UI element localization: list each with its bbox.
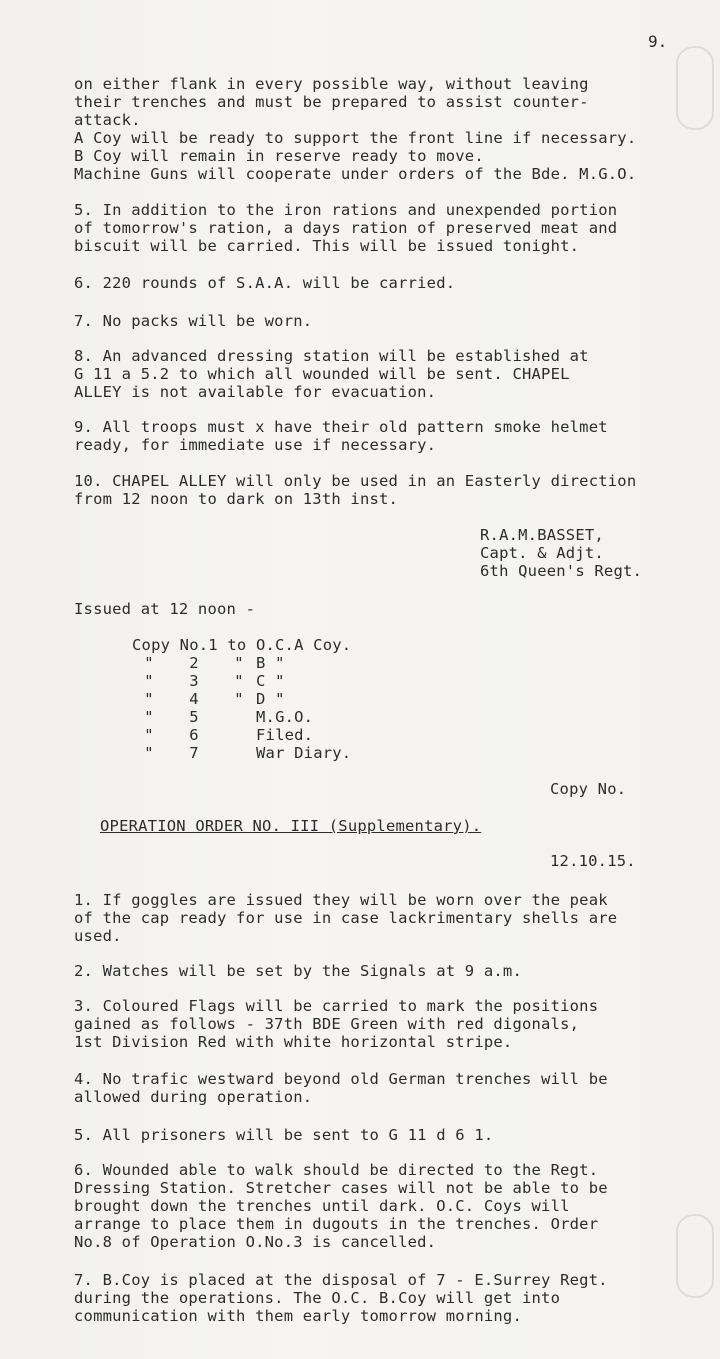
text-line: biscuit will be carried. This will be issued tonight. bbox=[74, 237, 580, 255]
copy-number: 1 bbox=[208, 636, 218, 654]
order-line: Dressing Station. Stretcher cases will not be able to be bbox=[74, 1179, 608, 1197]
copy-number: 6 bbox=[189, 726, 199, 744]
copy-number: 2 bbox=[189, 654, 199, 672]
copy-row bbox=[132, 744, 351, 762]
signature-unit: 6th Queen's Regt. bbox=[480, 562, 643, 580]
order-line: communication with them early tomorrow morning. bbox=[74, 1307, 522, 1325]
copy-recipient: D " bbox=[256, 690, 285, 708]
order-line: of the cap ready for use in case lackrimentary shells are bbox=[74, 909, 618, 927]
copy-recipient: Filed. bbox=[256, 726, 314, 744]
copy-recipient: M.G.O. bbox=[256, 708, 314, 726]
text-line: attack. bbox=[74, 111, 141, 129]
order-line: 1st Division Red with white horizontal stripe. bbox=[74, 1033, 513, 1051]
copy-recipient: C " bbox=[256, 672, 285, 690]
copy-row bbox=[132, 672, 285, 690]
copy-row bbox=[132, 654, 285, 672]
copy-recipient: A Coy. bbox=[294, 636, 352, 654]
ditto-mark: " bbox=[234, 690, 244, 708]
copy-row bbox=[132, 708, 313, 726]
text-line: ALLEY is not available for evacuation. bbox=[74, 383, 437, 401]
copy-number: 4 bbox=[189, 690, 199, 708]
order-line: 6. Wounded able to walk should be directed to the Regt. bbox=[74, 1161, 599, 1179]
copy-no-label: Copy No. bbox=[550, 780, 627, 798]
text-line: on either flank in every possible way, without leaving bbox=[74, 75, 589, 93]
order-line: 5. All prisoners will be sent to G 11 d 6 1. bbox=[74, 1126, 494, 1144]
order-line: gained as follows - 37th BDE Green with red digonals, bbox=[74, 1015, 580, 1033]
text-line: their trenches and must be prepared to assist counter- bbox=[74, 93, 589, 111]
faint-watermark bbox=[676, 1214, 714, 1298]
order-line: 1. If goggles are issued they will be worn over the peak bbox=[74, 891, 608, 909]
copy-label: Copy No. bbox=[132, 636, 209, 654]
text-line: 10. CHAPEL ALLEY will only be used in an Easterly direction bbox=[74, 472, 637, 490]
text-line: Machine Guns will cooperate under orders of the Bde. M.G.O. bbox=[74, 165, 637, 183]
signature-rank: Capt. & Adjt. bbox=[480, 544, 604, 562]
copy-recipient: B " bbox=[256, 654, 285, 672]
text-line: 9. All troops must x have their old pattern smoke helmet bbox=[74, 418, 608, 436]
copy-row bbox=[132, 726, 313, 744]
order-line: during the operations. The O.C. B.Coy will get into bbox=[74, 1289, 561, 1307]
faint-watermark bbox=[676, 46, 714, 130]
ditto-mark: " bbox=[144, 690, 154, 708]
copy-number: 3 bbox=[189, 672, 199, 690]
ditto-mark: " bbox=[144, 726, 154, 744]
text-line: 6. 220 rounds of S.A.A. will be carried. bbox=[74, 274, 456, 292]
text-line: from 12 noon to dark on 13th inst. bbox=[74, 490, 399, 508]
ditto-mark: " bbox=[234, 654, 244, 672]
text-line: G 11 a 5.2 to which all wounded will be sent. CHAPEL bbox=[74, 365, 570, 383]
text-line: of tomorrow's ration, a days ration of preserved meat and bbox=[74, 219, 618, 237]
ditto-mark: " bbox=[144, 708, 154, 726]
order-line: 7. B.Coy is placed at the disposal of 7 - E.Surrey Regt. bbox=[74, 1271, 608, 1289]
copy-to: to O.C. bbox=[227, 636, 295, 654]
signature-name: R.A.M.BASSET, bbox=[480, 526, 604, 544]
issued-line: Issued at 12 noon - bbox=[74, 600, 256, 618]
order-line: arrange to place them in dugouts in the trenches. Order bbox=[74, 1215, 599, 1233]
order-title: OPERATION ORDER NO. III (Supplementary). bbox=[100, 817, 482, 835]
copy-row bbox=[132, 690, 285, 708]
ditto-mark: " bbox=[144, 744, 154, 762]
ditto-mark: " bbox=[144, 654, 154, 672]
copy-recipient: War Diary. bbox=[256, 744, 352, 762]
copy-number: 5 bbox=[189, 708, 199, 726]
order-line: brought down the trenches until dark. O.C. Coys will bbox=[74, 1197, 570, 1215]
ditto-mark: " bbox=[144, 672, 154, 690]
order-line: 3. Coloured Flags will be carried to mark the positions bbox=[74, 997, 599, 1015]
ditto-mark: " bbox=[234, 672, 244, 690]
text-line: 8. An advanced dressing station will be established at bbox=[74, 347, 589, 365]
text-line: A Coy will be ready to support the front line if necessary. bbox=[74, 129, 637, 147]
order-line: 4. No trafic westward beyond old German trenches will be bbox=[74, 1070, 608, 1088]
page-number: 9. bbox=[648, 32, 668, 51]
order-date: 12.10.15. bbox=[550, 852, 636, 870]
text-line: B Coy will remain in reserve ready to move. bbox=[74, 147, 484, 165]
order-line: No.8 of Operation O.No.3 is cancelled. bbox=[74, 1233, 437, 1251]
order-line: 2. Watches will be set by the Signals at 9 a.m. bbox=[74, 962, 522, 980]
text-line: 7. No packs will be worn. bbox=[74, 312, 313, 330]
text-line: ready, for immediate use if necessary. bbox=[74, 436, 437, 454]
order-line: allowed during operation. bbox=[74, 1088, 313, 1106]
copy-row bbox=[132, 636, 351, 654]
copy-number: 7 bbox=[189, 744, 199, 762]
order-line: used. bbox=[74, 927, 122, 945]
text-line: 5. In addition to the iron rations and unexpended portion bbox=[74, 201, 618, 219]
